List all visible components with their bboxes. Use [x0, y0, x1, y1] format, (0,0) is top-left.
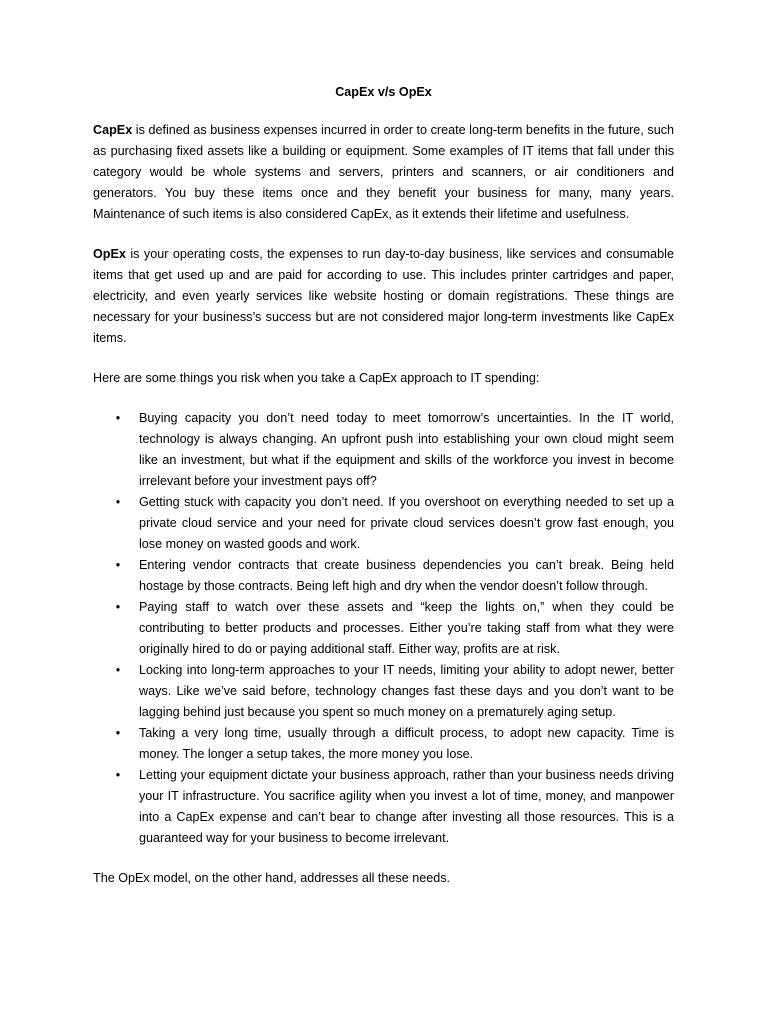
bullet-icon: •	[115, 558, 121, 572]
opex-definition: is your operating costs, the expenses to run day-to-day business, like services and consumable items that get used up and are paid for according to use. This includes printer cartridges and paper, electricity, and even yearly services like website hosting or domain registrations. These things are necessary for your business’s success but are not considered major long-term investments like CapEx items.	[93, 247, 674, 345]
list-item-text: Taking a very long time, usually through a difficult process, to adopt new capacity. Time is money. The longer a setup takes, the more money you lose.	[139, 726, 674, 761]
document-page	[93, 82, 674, 889]
capex-paragraph	[93, 120, 674, 225]
document-title: CapEx v/s OpEx	[335, 85, 432, 99]
list-item	[93, 660, 674, 723]
list-item-text: Entering vendor contracts that create business dependencies you can’t break. Being held hostage by those contracts. Being left high and dry when the vendor doesn’t follow through.	[139, 558, 674, 593]
risk-list	[93, 408, 674, 849]
capex-definition: is defined as business expenses incurred in order to create long-term benefits in the future, such as purchasing fixed assets like a building or equipment. Some examples of IT items that fall under this category would be whole systems and servers, printers and scanners, or air conditioners and generators. You buy these items once and they benefit your business for many, many years. Maintenance of such items is also considered CapEx, as it extends their lifetime and usefulness.	[93, 123, 674, 221]
bullet-icon: •	[115, 600, 121, 614]
bullet-icon: •	[115, 726, 121, 740]
list-item-text: Locking into long-term approaches to your IT needs, limiting your ability to adopt newer, better ways. Like we’ve said before, technology changes fast these days and you don’t want to be lagging behind just because you spent so much money on a prematurely aging setup.	[139, 663, 674, 719]
list-item-text: Letting your equipment dictate your business approach, rather than your business needs driving your IT infrastructure. You sacrifice agility when you invest a lot of time, money, and manpower into a CapEx expense and can’t bear to change after investing all those resources. This is a guaranteed way for your business to become irrelevant.	[139, 768, 674, 845]
opex-paragraph	[93, 244, 674, 349]
opex-term: OpEx	[93, 247, 126, 261]
list-item-text: Buying capacity you don’t need today to meet tomorrow’s uncertainties. In the IT world, technology is always changing. An upfront push into establishing your own cloud might seem like an investment, but what if the equipment and skills of the workforce you invest in become irrelevant before your investment pays off?	[139, 411, 674, 488]
bullet-icon: •	[115, 495, 121, 509]
list-item-text: Getting stuck with capacity you don’t need. If you overshoot on everything needed to set up a private cloud service and your need for private cloud services doesn’t grow fast enough, you lose money on wasted goods and work.	[139, 495, 674, 551]
bullet-icon: •	[115, 663, 121, 677]
risk-intro: Here are some things you risk when you take a CapEx approach to IT spending:	[93, 371, 540, 385]
list-item	[93, 555, 674, 597]
closing-paragraph: The OpEx model, on the other hand, addresses all these needs.	[93, 871, 451, 885]
list-item	[93, 765, 674, 849]
bullet-icon: •	[115, 411, 121, 425]
list-item-text: Paying staff to watch over these assets and “keep the lights on,” when they could be contributing to better products and processes. Either you’re taking staff from what they were originally hired to do or paying additional staff. Either way, profits are at risk.	[139, 600, 674, 656]
list-item	[93, 723, 674, 765]
capex-term: CapEx	[93, 123, 133, 137]
list-item	[93, 408, 674, 492]
bullet-icon: •	[115, 768, 121, 782]
list-item	[93, 597, 674, 660]
list-item	[93, 492, 674, 555]
